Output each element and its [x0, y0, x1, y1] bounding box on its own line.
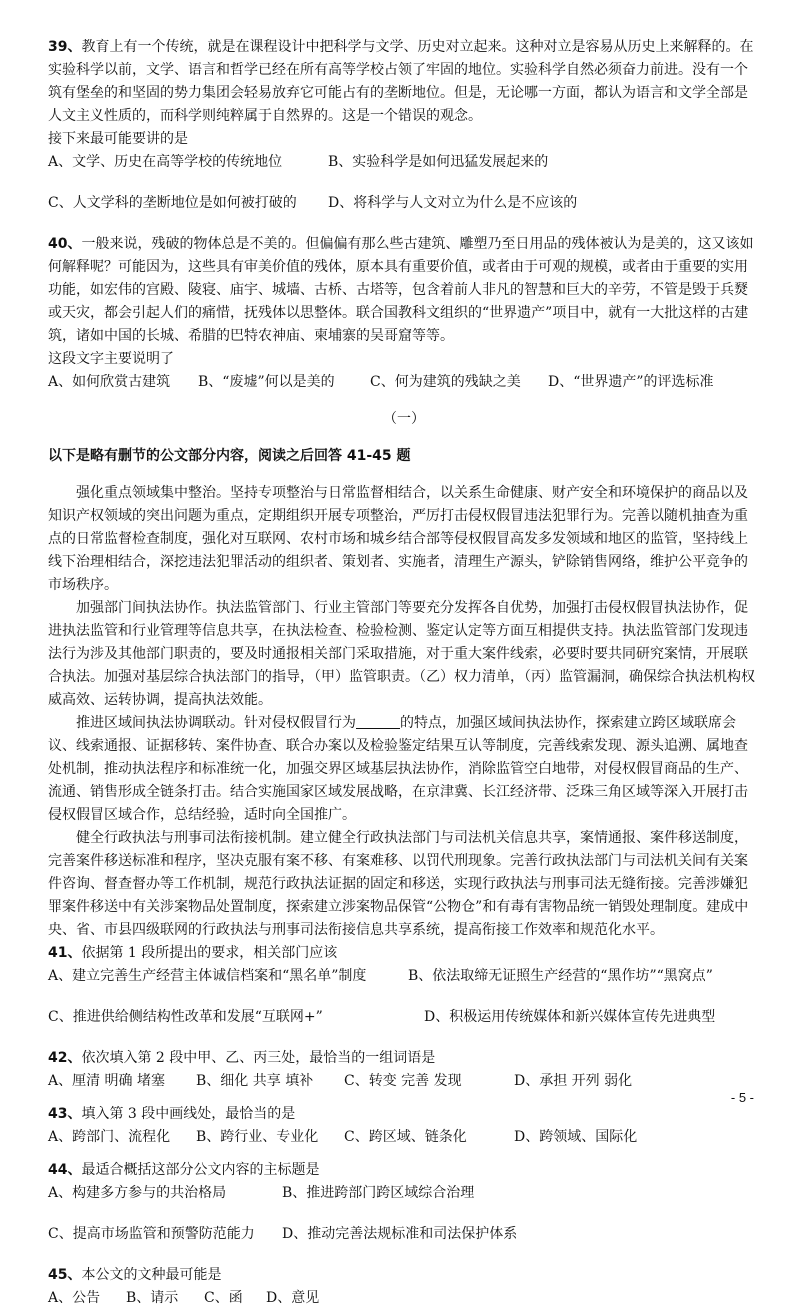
option-d[interactable]: D、推动完善法规标准和司法保护体系 [282, 1226, 518, 1242]
option-a[interactable]: A、建立完善生产经营主体诚信档案和“黑名单”制度 [48, 968, 367, 984]
option-d[interactable]: D、积极运用传统媒体和新兴媒体宣传先进典型 [424, 1009, 716, 1025]
options-row [48, 151, 760, 174]
option-d[interactable]: D、将科学与人文对立为什么是不应该的 [328, 195, 578, 211]
passage-paragraph-1: 强化重点领域集中整治。坚持专项整治与日常监督相结合，以关系生命健康、财产安全和环境保护的商品以及知识产权领域的突出问题为重点，定期组织开展专项整治，严厉打击侵权假冒违法犯罪行为。完善以随机抽查为重点的日常监督检查制度，强化对互联网、农村市场和城乡结合部等侵权假冒高发多发领域和地区的监管，坚持线上线下治理相结合，深挖违法犯罪活动的组织者、策划者、实施者，清理生产源头，铲除销售网络，维护公平竞争的市场秩序。 [48, 485, 748, 593]
options-row [48, 1223, 760, 1246]
options-row [48, 371, 760, 394]
option-a[interactable]: A、如何欣赏古建筑 [48, 374, 171, 390]
option-d[interactable]: D、跨领域、国际化 [514, 1129, 638, 1145]
question-43 [48, 1103, 760, 1149]
question-41 [48, 942, 760, 1029]
passage-paragraph-3 [48, 712, 760, 827]
option-c[interactable]: C、提高市场监管和预警防范能力 [48, 1226, 255, 1242]
option-c[interactable]: C、函 [204, 1290, 243, 1306]
section-marker: （一） [383, 411, 425, 427]
question-number: 43、 [48, 1106, 82, 1122]
question-number: 44、 [48, 1162, 82, 1178]
option-a[interactable]: A、跨部门、流程化 [48, 1129, 171, 1145]
question-prompt: 依次填入第 2 段中甲、乙、丙三处，最恰当的一组词语是 [81, 1050, 436, 1066]
option-d[interactable]: D、承担 开列 弱化 [514, 1073, 633, 1089]
option-b[interactable]: B、跨行业、专业化 [196, 1129, 319, 1145]
question-number: 41、 [48, 945, 82, 961]
paragraph-text: 推进区域间执法协调联动。针对侵权假冒行为 [76, 715, 356, 731]
paragraph-text: 的特点，加强区域间执法协作，探索建立跨区域联席会议、线索通报、证据移转、案件协查、联合办案以及检验鉴定结果互认等制度，完善线索发现、源头追溯、属地查处机制，推动执法程序和标准统一化，加强交界区域基层执法协作，消除监管空白地带，对侵权假冒商品的生产、流通、销售形成全链条打击。结合实施国家区域发展战略，在京津冀、长江经济带、泛珠三角区域等深入开展打击侵权假冒区域合作，总结经验，适时向全国推广。 [48, 715, 748, 823]
option-b[interactable]: B、依法取缔无证照生产经营的“黑作坊”“黑窝点” [408, 968, 713, 984]
option-b[interactable]: B、细化 共享 填补 [196, 1073, 314, 1089]
option-c[interactable]: C、人文学科的垄断地位是如何被打破的 [48, 195, 297, 211]
options-row [48, 965, 760, 988]
question-prompt: 填入第 3 段中画线处，最恰当的是 [81, 1106, 296, 1122]
question-text: 一般来说，残破的物体总是不美的。但偏偏有那么些古建筑、雕塑乃至日用品的残体被认为是美的，这又该如何解释呢？可能因为，这些具有审美价值的残体，原本具有重要价值，或者由于可观的规模，或者由于重要的实用功能，如宏伟的宫殿、陵寝、庙宇、城墙、古桥、古塔等，包含着前人非凡的智慧和巨大的辛劳，不管是毁于兵燹或天灾，都会引起人们的痛惜，抚残体以思整体。联合国教科文组织的“世界遗产”项目中，就有一大批这样的古建筑，诸如中国的长城、希腊的巴特农神庙、柬埔寨的吴哥窟等等。 [48, 236, 754, 344]
options-row [48, 1006, 760, 1029]
option-c[interactable]: C、推进供给侧结构性改革和发展“互联网+” [48, 1009, 323, 1025]
question-number: 39、 [48, 39, 82, 55]
question-40 [48, 233, 760, 394]
option-d[interactable]: D、意见 [266, 1290, 320, 1306]
question-43-stem [48, 1103, 760, 1126]
options-row [48, 1126, 760, 1149]
option-a[interactable]: A、公告 [48, 1290, 101, 1306]
option-a[interactable]: A、文学、历史在高等学校的传统地位 [48, 154, 283, 170]
question-39-stem [48, 36, 760, 128]
question-45 [48, 1264, 760, 1310]
question-text: 教育上有一个传统，就是在课程设计中把科学与文学、历史对立起来。这种对立是容易从历史上来解释的。在实验科学以前，文学、语言和哲学已经在所有高等学校占领了牢固的地位。实验科学自然必须奋力前进。没有一个筑有堡垒的和坚固的势力集团会轻易放弃它可能占有的垄断地位。但是，无论哪一方面，都认为语言和文学全部是人文主义性质的，而科学则纯粹属于自然界的。这是一个错误的观念。 [48, 39, 754, 124]
question-number: 42、 [48, 1050, 82, 1066]
option-b[interactable]: B、“废墟”何以是美的 [198, 374, 335, 390]
question-42-stem [48, 1047, 760, 1070]
question-42 [48, 1047, 760, 1093]
option-b[interactable]: B、实验科学是如何迅猛发展起来的 [328, 154, 549, 170]
question-prompt: 接下来最可能要讲的是 [48, 131, 188, 147]
passage-paragraph-4: 健全行政执法与刑事司法衔接机制。建立健全行政执法部门与司法机关信息共享，案情通报、案件移送制度，完善案件移送标准和程序，坚决克服有案不移、有案难移、以罚代刑现象。完善行政执法部门与司法机关间有关案件咨询、督查督办等工作机制，规范行政执法证据的固定和移送，实现行政执法与刑事司法无缝衔接。完善涉嫌犯罪案件移送中有关涉案物品处置制度，探索建立涉案物品保管“公物仓”和有毒有害物品统一销毁处理制度。建成中央、省、市县四级联网的行政执法与刑事司法衔接信息共享系统，提高衔接工作效率和规范化水平。 [48, 830, 749, 938]
options-row [48, 1287, 760, 1310]
question-prompt: 本公文的文种最可能是 [81, 1267, 222, 1283]
question-39 [48, 36, 760, 215]
option-a[interactable]: A、厘清 明确 堵塞 [48, 1073, 166, 1089]
question-prompt: 依据第 1 段所提出的要求，相关部门应该 [81, 945, 338, 961]
question-prompt: 这段文字主要说明了 [48, 351, 174, 367]
section-intro: 以下是略有删节的公文部分内容，阅读之后回答 41-45 题 [48, 448, 411, 464]
option-b[interactable]: B、推进跨部门跨区域综合治理 [282, 1185, 475, 1201]
passage-paragraph-2: 加强部门间执法协作。执法监管部门、行业主管部门等要充分发挥各自优势，加强打击侵权假冒执法协作，促进执法监管和行业管理等信息共享，在执法检查、检验检测、鉴定认定等方面互相提供支持。执法监管部门发现违法行为涉及其他部门职责的，要及时通报相关部门采取措施，对于重大案件线索，必要时要共同研究案情，开展联合执法。加强对基层综合执法部门的指导，（甲）监管职责。（乙）权力清单，（丙）监管漏洞，确保综合执法机构权威高效、运转协调，提高执法效能。 [48, 600, 755, 708]
options-row [48, 1182, 760, 1205]
question-40-stem [48, 233, 760, 348]
exam-page [48, 36, 760, 1310]
option-c[interactable]: C、何为建筑的残缺之美 [370, 374, 521, 390]
question-number: 40、 [48, 236, 82, 252]
question-44-stem [48, 1159, 760, 1182]
question-41-stem [48, 942, 760, 965]
option-c[interactable]: C、转变 完善 发现 [344, 1073, 462, 1089]
option-c[interactable]: C、跨区域、链条化 [344, 1129, 467, 1145]
option-d[interactable]: D、“世界遗产”的评选标准 [548, 374, 714, 390]
question-45-stem [48, 1264, 760, 1287]
question-prompt: 最适合概括这部分公文内容的主标题是 [81, 1162, 320, 1178]
option-b[interactable]: B、请示 [126, 1290, 179, 1306]
page-number: - 5 - [730, 1090, 754, 1105]
fill-blank-underline [356, 714, 400, 729]
options-row [48, 192, 760, 215]
question-number: 45、 [48, 1267, 82, 1283]
options-row [48, 1070, 760, 1093]
option-a[interactable]: A、构建多方参与的共治格局 [48, 1185, 227, 1201]
question-44 [48, 1159, 760, 1246]
